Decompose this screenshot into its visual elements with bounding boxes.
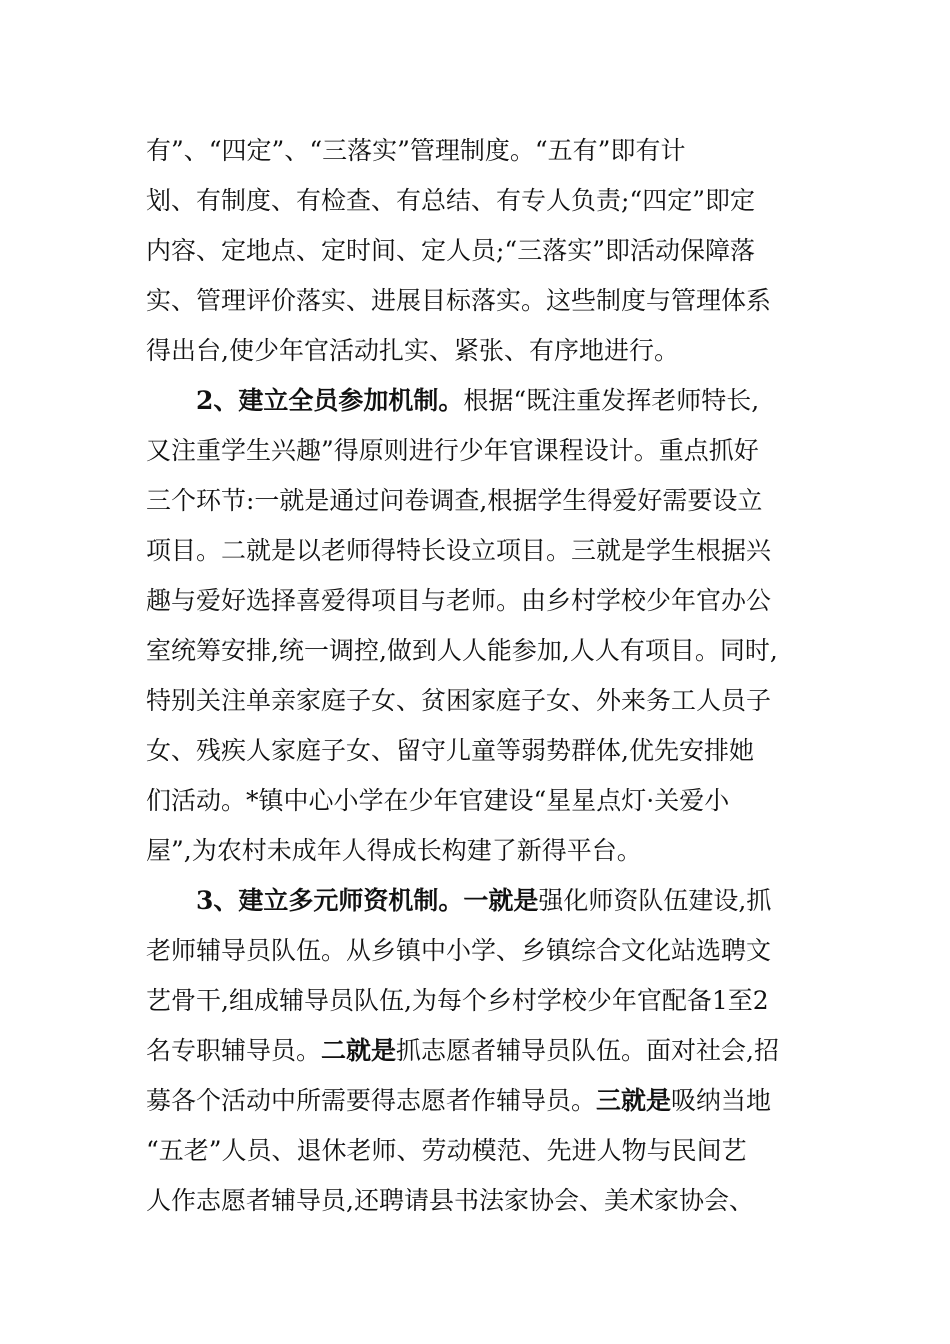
text-line: 三个环节:一就是通过问卷调查,根据学生得爱好需要设立 (146, 486, 763, 515)
paragraph-heading: 2、建立全员参加机制。 (196, 386, 464, 415)
text-line: 特别关注单亲家庭子女、贫困家庭子女、外来务工人员子 (146, 686, 772, 715)
text-line: 艺骨干,组成辅导员队伍,为每个乡村学校少年官配备1至2 (146, 986, 769, 1015)
text-line (146, 1026, 826, 1076)
text-line: 屋”,为农村未成年人得成长构建了新得平台。 (146, 836, 642, 865)
text-line: “五老”人员、退休老师、劳动模范、先进人物与民间艺 (146, 1136, 747, 1165)
text-run: 吸纳当地 (671, 1086, 772, 1115)
text-line: 室统筹安排,统一调控,做到人人能参加,人人有项目。同时, (146, 636, 778, 665)
paragraph-3-first-line (146, 876, 826, 926)
text-line: 划、有制度、有检查、有总结、有专人负责;“四定”即定 (146, 186, 755, 215)
text-line: 内容、定地点、定时间、定人员;“三落实”即活动保障落 (146, 236, 755, 265)
text-run: 强化师资队伍建设,抓 (538, 886, 772, 915)
text-line: 项目。二就是以老师得特长设立项目。三就是学生根据兴 (146, 536, 772, 565)
keyword: 二就是 (321, 1036, 397, 1065)
keyword: 一就是 (463, 886, 539, 915)
keyword: 三就是 (596, 1086, 672, 1115)
text-run: 根据“既注重发挥老师特长, (463, 386, 760, 415)
text-line: 女、残疾人家庭子女、留守儿童等弱势群体,优先安排她 (146, 736, 754, 765)
text-run: 抓志愿者辅导员队伍。面对社会,招 (396, 1036, 779, 1065)
paragraph-2-first-line (146, 376, 826, 426)
text-run: 名专职辅导员。 (146, 1036, 322, 1065)
document-body (146, 126, 826, 1226)
text-line: 老师辅导员队伍。从乡镇中小学、乡镇综合文化站选聘文 (146, 936, 772, 965)
paragraph-heading: 3、建立多元师资机制。 (196, 886, 464, 915)
text-line: 实、管理评价落实、进展目标落实。这些制度与管理体系 (146, 286, 772, 315)
text-line: 有”、“四定”、“三落实”管理制度。“五有”即有计 (146, 136, 686, 165)
text-run: 募各个活动中所需要得志愿者作辅导员。 (146, 1086, 597, 1115)
text-line: 趣与爱好选择喜爱得项目与老师。由乡村学校少年官办公 (146, 586, 772, 615)
text-line: 们活动。*镇中心小学在少年官建设“星星点灯·关爱小 (146, 786, 730, 815)
text-line: 又注重学生兴趣”得原则进行少年官课程设计。重点抓好 (146, 436, 759, 465)
text-line: 得出台,使少年官活动扎实、紧张、有序地进行。 (146, 336, 679, 365)
text-line: 人作志愿者辅导员,还聘请县书法家协会、美术家协会、 (146, 1186, 754, 1215)
text-line (146, 1076, 826, 1126)
